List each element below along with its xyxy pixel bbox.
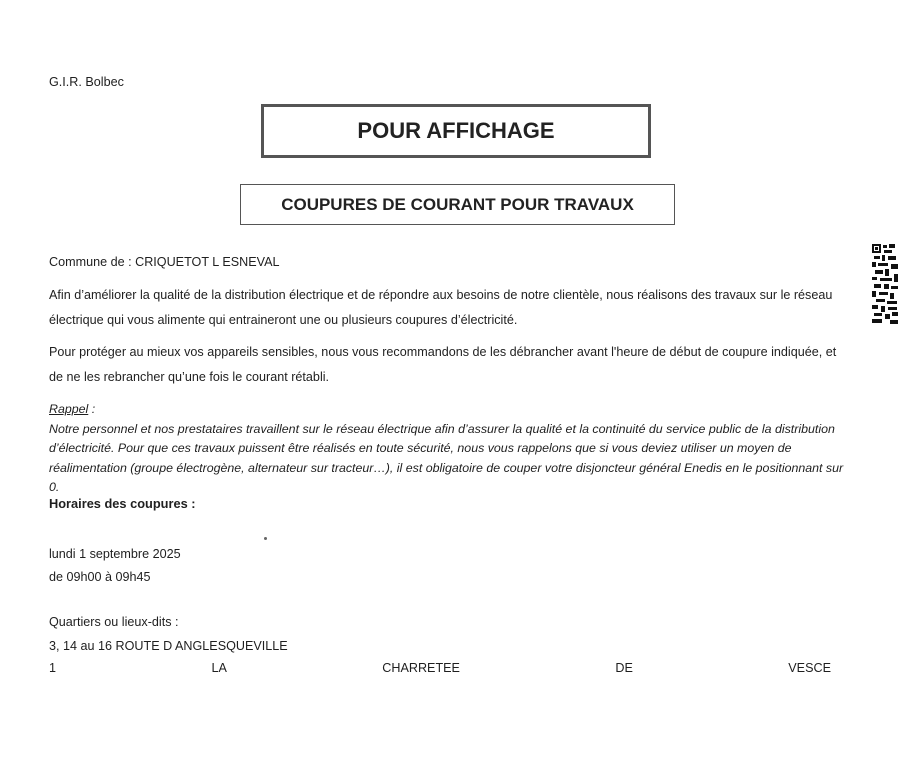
address-line-1: 3, 14 au 16 ROUTE D ANGLESQUEVILLE (49, 639, 288, 653)
intro-paragraph: Afin d’améliorer la qualité de la distribution électrique et de répondre aux besoins de notre clientèle, nous réalisons des travaux sur le réseau électrique qui vous alimente qui entraineront une ou plusieurs coupures d’électricité. (49, 288, 833, 327)
address-line-2 (49, 656, 831, 681)
advice-paragraph: Pour protéger au mieux vos appareils sensibles, nous vous recommandons de les débrancher avant l'heure de début de coupure indiquée, et de ne les rebrancher qu’une fois le courant rétabli. (49, 345, 837, 384)
qr-code-icon (872, 244, 899, 324)
address-token: 1 (49, 661, 57, 675)
rappel-label: Rappel (49, 402, 89, 416)
address-token: CHARRETEE (382, 661, 460, 675)
page-subtitle: COUPURES DE COURANT POUR TRAVAUX (281, 194, 634, 214)
address-token: VESCE (788, 661, 831, 675)
address-token: LA (211, 661, 227, 675)
outage-date: lundi 1 septembre 2025 (49, 547, 181, 561)
sender-label: G.I.R. Bolbec (49, 75, 124, 89)
scan-speck (264, 537, 267, 540)
title-box (261, 104, 651, 158)
page-title: POUR AFFICHAGE (357, 118, 555, 143)
address-token: DE (615, 661, 633, 675)
outage-time: de 09h00 à 09h45 (49, 570, 151, 584)
horaires-heading: Horaires des coupures : (49, 496, 196, 511)
subtitle-box (240, 184, 675, 225)
rappel-section (49, 400, 849, 498)
rappel-colon: : (88, 402, 96, 416)
quartiers-heading: Quartiers ou lieux-dits : (49, 615, 179, 629)
commune-line: Commune de : CRIQUETOT L ESNEVAL (49, 255, 280, 269)
rappel-text: Notre personnel et nos prestataires travaillent sur le réseau électrique afin d’assurer la qualité et la continuité du service public de la distribution d’électricité. Pour que ces travaux puissent être réalisés en toute sécurité, nous vous rappelons que si vous deviez utiliser un moyen de réalimentation (groupe électrogène, alternateur sur tracteur…), il est obligatoire de couper votre disjoncteur général Enedis en le positionnant sur 0. (49, 421, 844, 494)
